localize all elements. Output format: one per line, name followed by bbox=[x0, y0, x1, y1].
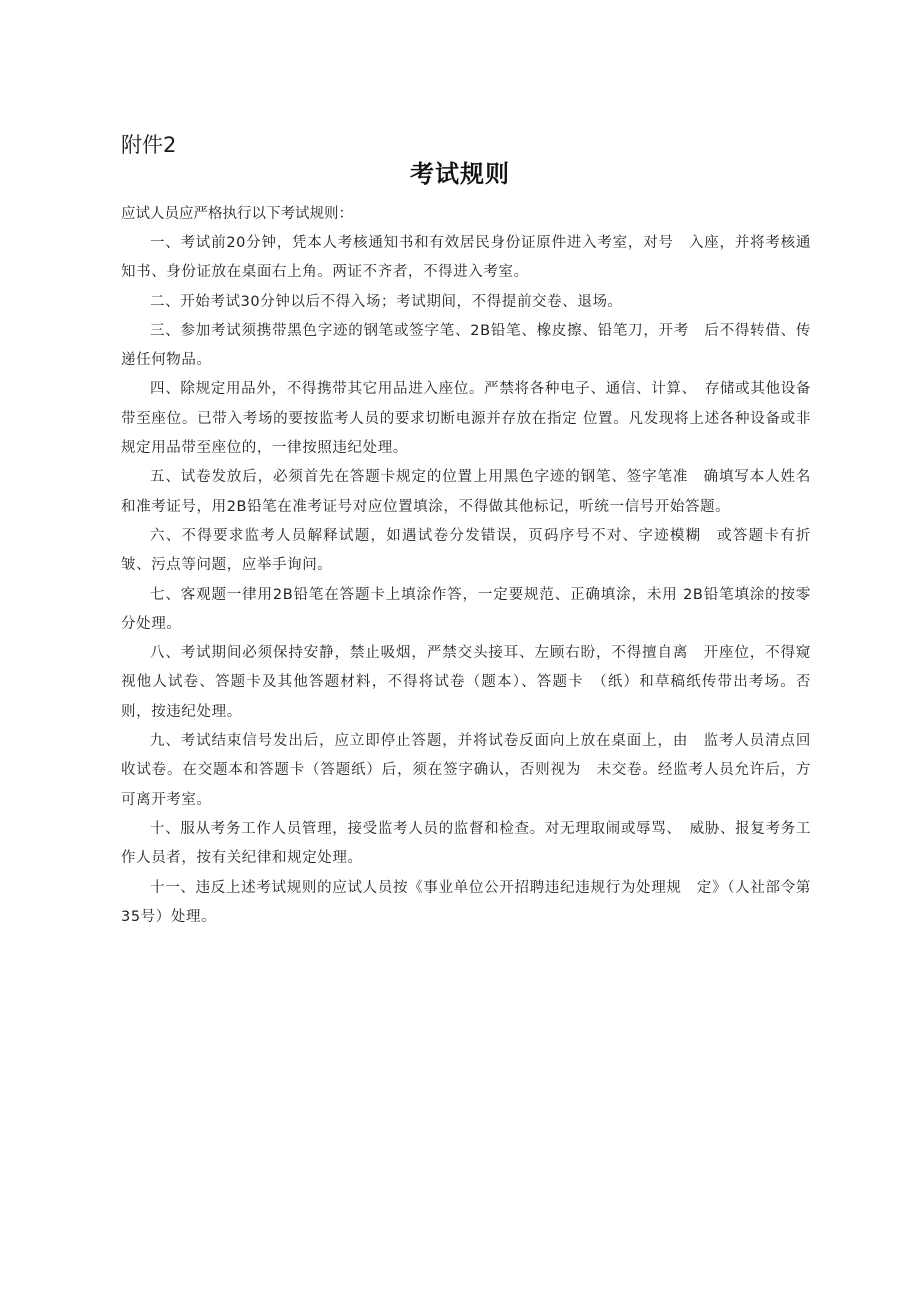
attachment-label: 附件2 bbox=[121, 133, 177, 157]
rules-list bbox=[121, 229, 811, 932]
rule-item: 四、除规定用品外，不得携带其它用品进入座位。严禁将各种电子、通信、计算、 存储或其他设备带至座位。已带入考场的要按监考人员的要求切断电源并存放在指定 位置。凡发现将上述各种设备或非规定用品带至座位的，一律按照违纪处理。 bbox=[121, 381, 811, 457]
page-title: 考试规则 bbox=[410, 160, 510, 188]
rule-item: 九、考试结束信号发出后，应立即停止答题，并将试卷反面向上放在桌面上，由 监考人员清点回收试卷。在交题本和答题卡（答题纸）后，须在签字确认，否则视为 未交卷。经监考人员允许后，方可离开考室。 bbox=[121, 733, 811, 808]
rule-item: 三、参加考试须携带黑色字迹的钢笔或签字笔、2B铅笔、橡皮擦、铅笔刀，开考 后不得转借、传递任何物品。 bbox=[121, 322, 811, 369]
rule-item: 十一、违反上述考试规则的应试人员按《事业单位公开招聘违纪违规行为处理规 定》（人社部令第35号）处理。 bbox=[121, 879, 811, 925]
rule-item: 六、不得要求监考人员解释试题，如遇试卷分发错误，页码序号不对、字迹模糊 或答题卡有折皱、污点等问题，应举手询问。 bbox=[121, 527, 811, 574]
rule-item: 十、服从考务工作人员管理，接受监考人员的监督和检查。对无理取闹或辱骂、 威胁、报复考务工作人员者，按有关纪律和规定处理。 bbox=[121, 820, 811, 867]
rule-item: 七、客观题一律用2B铅笔在答题卡上填涂作答，一定要规范、正确填涂，未用 2B铅笔填涂的按零分处理。 bbox=[121, 586, 811, 632]
intro-paragraph: 应试人员应严格执行以下考试规则： bbox=[121, 206, 353, 222]
rule-item: 五、试卷发放后，必须首先在答题卡规定的位置上用黑色字迹的钢笔、签字笔准 确填写本人姓名和准考证号，用2B铅笔在准考证号对应位置填涂，不得做其他标记，听统一信号开始答题。 bbox=[121, 469, 811, 515]
rule-item: 八、考试期间必须保持安静，禁止吸烟，严禁交头接耳、左顾右盼，不得擅自离 开座位，不得窥视他人试卷、答题卡及其他答题材料，不得将试卷（题本）、答题卡 （纸）和草稿纸传带出考场。否则，按违纪处理。 bbox=[121, 645, 811, 720]
rule-item: 二、开始考试30分钟以后不得入场；考试期间，不得提前交卷、退场。 bbox=[150, 293, 623, 310]
rule-item: 一、考试前20分钟，凭本人考核通知书和有效居民身份证原件进入考室，对号 入座，并将考核通知书、身份证放在桌面右上角。两证不齐者，不得进入考室。 bbox=[121, 235, 811, 281]
